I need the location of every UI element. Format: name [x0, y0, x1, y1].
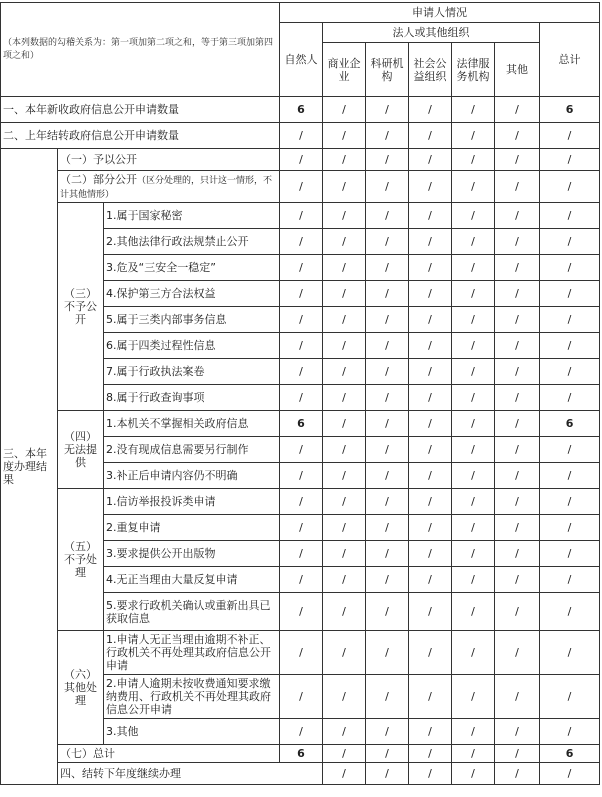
cell-value: /	[280, 333, 323, 359]
cell-value: /	[452, 203, 495, 229]
cell-value: /	[409, 631, 452, 675]
cell-value: /	[452, 515, 495, 541]
row-label: 2.没有现成信息需要另行制作	[104, 437, 280, 463]
cell-value: /	[366, 567, 409, 593]
cell-value: /	[323, 489, 366, 515]
cell-value: /	[540, 281, 600, 307]
cell-value: /	[366, 171, 409, 203]
row-label: 5.属于三类内部事务信息	[104, 307, 280, 333]
cell-value: /	[366, 123, 409, 149]
category-unable-to-provide: （四）无法提供	[58, 411, 104, 489]
cell-value: 6	[540, 97, 600, 123]
cell-value: /	[495, 203, 540, 229]
cell-value: /	[452, 123, 495, 149]
row-label: 5.要求行政机关确认或重新出具已获取信息	[104, 593, 280, 631]
cell-value: /	[495, 229, 540, 255]
row-label: 3.要求提供公开出版物	[104, 541, 280, 567]
cell-value: /	[409, 203, 452, 229]
cell-value: /	[323, 541, 366, 567]
row-label: 6.属于四类过程性信息	[104, 333, 280, 359]
research-header: 科研机构	[366, 43, 409, 97]
cell-value: /	[409, 489, 452, 515]
cell-value: /	[409, 229, 452, 255]
cell-value: /	[495, 593, 540, 631]
cell-value: /	[409, 149, 452, 171]
row-label: 1.本机关不掌握相关政府信息	[104, 411, 280, 437]
cell-value: /	[366, 515, 409, 541]
cell-value: /	[280, 359, 323, 385]
cell-value: /	[366, 281, 409, 307]
cell-value: /	[540, 229, 600, 255]
cell-value: /	[366, 203, 409, 229]
cell-value: /	[366, 307, 409, 333]
cell-value: /	[540, 203, 600, 229]
cell-value: /	[452, 385, 495, 411]
cell-value: /	[366, 489, 409, 515]
cell-value: /	[409, 171, 452, 203]
cell-value: /	[366, 385, 409, 411]
cell-value: /	[323, 745, 366, 763]
cell-value: /	[280, 631, 323, 675]
row-label-main: （二）部分公开	[60, 172, 137, 186]
gov-info-disclosure-table	[0, 2, 600, 785]
cell-value: /	[452, 229, 495, 255]
cell-value: /	[495, 411, 540, 437]
cell-value: /	[409, 411, 452, 437]
cell-value: /	[409, 123, 452, 149]
row-label: 1.信访举报投诉类申请	[104, 489, 280, 515]
cell-value: /	[280, 229, 323, 255]
cell-value: /	[323, 411, 366, 437]
cell-value: /	[323, 229, 366, 255]
cell-value: /	[323, 359, 366, 385]
cell-value: /	[323, 203, 366, 229]
cell-value: /	[280, 489, 323, 515]
cell-value: /	[495, 745, 540, 763]
cell-value: /	[540, 631, 600, 675]
cell-value: /	[452, 307, 495, 333]
cell-value: /	[409, 463, 452, 489]
commercial-header: 商业企业	[323, 43, 366, 97]
cell-value: /	[452, 437, 495, 463]
cell-value: /	[452, 255, 495, 281]
row-label: 2.申请人逾期未按收费通知要求缴纳费用、行政机关不再处理其政府信息公开申请	[104, 675, 280, 719]
cell-value: /	[409, 675, 452, 719]
cell-value: /	[409, 593, 452, 631]
row-label: 二、上年结转政府信息公开申请数量	[1, 123, 280, 149]
cell-value: 6	[280, 411, 323, 437]
cell-value: /	[366, 631, 409, 675]
cell-value: /	[495, 631, 540, 675]
row-label: 4.无正当理由大量反复申请	[104, 567, 280, 593]
cell-value: /	[323, 385, 366, 411]
row-label: 四、结转下年度继续办理	[58, 763, 323, 785]
row-label: 1.属于国家秘密	[104, 203, 280, 229]
cell-value: /	[323, 123, 366, 149]
table-row	[1, 631, 600, 675]
cell-value: /	[323, 149, 366, 171]
cell-value: /	[495, 675, 540, 719]
row-label: 8.属于行政查询事项	[104, 385, 280, 411]
cell-value: /	[540, 541, 600, 567]
cell-value: /	[409, 307, 452, 333]
cell-value: /	[452, 745, 495, 763]
cell-value: /	[323, 255, 366, 281]
row-label-note: （区分处理的，只计这一情形，不计其他情形）	[60, 175, 273, 200]
cell-value: /	[323, 631, 366, 675]
cell-value: /	[366, 411, 409, 437]
cell-value: /	[323, 437, 366, 463]
cell-value: /	[409, 567, 452, 593]
other-org-header: 其他	[495, 43, 540, 97]
row-label: 1.申请人无正当理由逾期不补正、行政机关不再处理其政府信息公开申请	[104, 631, 280, 675]
applicant-header: 申请人情况	[280, 3, 600, 23]
category-other-handling: （六）其他处理	[58, 631, 104, 745]
cell-value: /	[452, 593, 495, 631]
cell-value: 6	[540, 745, 600, 763]
cell-value: /	[280, 719, 323, 745]
row-label	[58, 171, 280, 203]
category-not-processed: （五）不予处理	[58, 489, 104, 631]
cell-value: /	[540, 307, 600, 333]
table-row	[1, 149, 600, 171]
cell-value: 6	[540, 411, 600, 437]
cell-value: /	[540, 333, 600, 359]
cell-value: /	[409, 719, 452, 745]
table-row	[1, 123, 600, 149]
cell-value: /	[280, 255, 323, 281]
cell-value: /	[409, 281, 452, 307]
cell-value: /	[280, 281, 323, 307]
cell-value: /	[452, 463, 495, 489]
cell-value: /	[540, 567, 600, 593]
cell-value: /	[409, 97, 452, 123]
table-row	[1, 763, 600, 785]
table-row	[1, 489, 600, 515]
cell-value: /	[280, 149, 323, 171]
cell-value: /	[280, 123, 323, 149]
table-row	[1, 171, 600, 203]
cell-value: /	[540, 593, 600, 631]
cell-value: /	[452, 149, 495, 171]
cell-value: /	[323, 333, 366, 359]
row-label: （一）予以公开	[58, 149, 280, 171]
cell-value: /	[366, 675, 409, 719]
cell-value: /	[540, 515, 600, 541]
cell-value: /	[540, 719, 600, 745]
cell-value: /	[409, 333, 452, 359]
cell-value: /	[452, 411, 495, 437]
cell-value: /	[409, 385, 452, 411]
legal-entity-header: 法人或其他组织	[323, 23, 540, 43]
cell-value: /	[409, 255, 452, 281]
cell-value: /	[540, 489, 600, 515]
cell-value: /	[280, 203, 323, 229]
cell-value: /	[495, 123, 540, 149]
cell-value: /	[366, 541, 409, 567]
cell-value: /	[540, 171, 600, 203]
cell-value: 6	[280, 97, 323, 123]
cell-value: /	[495, 515, 540, 541]
cell-value: /	[323, 463, 366, 489]
cell-value: /	[323, 307, 366, 333]
cell-value: /	[495, 763, 540, 785]
cell-value: /	[495, 149, 540, 171]
cell-value: /	[280, 515, 323, 541]
cell-value: /	[495, 333, 540, 359]
row-label: 7.属于行政执法案卷	[104, 359, 280, 385]
table-row	[1, 97, 600, 123]
cell-value: /	[452, 541, 495, 567]
cell-value: /	[323, 675, 366, 719]
cell-value: /	[409, 515, 452, 541]
cell-value: /	[280, 437, 323, 463]
cell-value: /	[366, 593, 409, 631]
cell-value: /	[495, 463, 540, 489]
cell-value: /	[540, 255, 600, 281]
cell-value: /	[452, 171, 495, 203]
relation-note: （本列数据的勾稽关系为：第一项加第二项之和，等于第三项加第四项之和）	[1, 3, 280, 97]
cell-value: /	[452, 281, 495, 307]
law-service-header: 法律服务机构	[452, 43, 495, 97]
cell-value: /	[540, 385, 600, 411]
cell-value: /	[323, 281, 366, 307]
cell-value: /	[452, 567, 495, 593]
cell-value: /	[366, 437, 409, 463]
cell-value: /	[452, 719, 495, 745]
cell-value: /	[280, 463, 323, 489]
cell-value: /	[540, 437, 600, 463]
cell-value: /	[409, 359, 452, 385]
cell-value: /	[495, 719, 540, 745]
cell-value: /	[280, 171, 323, 203]
natural-person-header: 自然人	[280, 23, 323, 97]
cell-value: /	[323, 567, 366, 593]
table-row	[1, 745, 600, 763]
cell-value: /	[495, 567, 540, 593]
row-label: 3.其他	[104, 719, 280, 745]
cell-value: /	[280, 307, 323, 333]
cell-value: /	[366, 359, 409, 385]
cell-value: /	[540, 763, 600, 785]
row-label: 2.重复申请	[104, 515, 280, 541]
cell-value: /	[495, 307, 540, 333]
row-label: 4.保护第三方合法权益	[104, 281, 280, 307]
cell-value: /	[409, 437, 452, 463]
cell-value: /	[452, 763, 495, 785]
cell-value: /	[540, 123, 600, 149]
cell-value: /	[366, 149, 409, 171]
cell-value: /	[280, 675, 323, 719]
row-label: （七）总计	[58, 745, 280, 763]
public-org-header: 社会公益组织	[409, 43, 452, 97]
cell-value: /	[452, 97, 495, 123]
cell-value: /	[280, 567, 323, 593]
cell-value: /	[323, 593, 366, 631]
total-header: 总计	[540, 23, 600, 97]
cell-value: /	[280, 385, 323, 411]
cell-value: /	[280, 541, 323, 567]
cell-value: /	[366, 255, 409, 281]
cell-value: /	[540, 463, 600, 489]
cell-value: /	[540, 359, 600, 385]
cell-value: /	[495, 437, 540, 463]
cell-value: /	[323, 515, 366, 541]
cell-value: /	[495, 171, 540, 203]
cell-value: /	[366, 333, 409, 359]
cell-value: /	[495, 541, 540, 567]
cell-value: /	[323, 97, 366, 123]
cell-value: /	[495, 281, 540, 307]
row-label: 3.补正后申请内容仍不明确	[104, 463, 280, 489]
cell-value: /	[452, 359, 495, 385]
cell-value: /	[366, 745, 409, 763]
section3-label: 三、本年度办理结果	[1, 149, 58, 785]
category-not-disclosed: （三）不予公开	[58, 203, 104, 411]
table-row	[1, 203, 600, 229]
cell-value: /	[409, 745, 452, 763]
cell-value: /	[452, 489, 495, 515]
cell-value: /	[495, 385, 540, 411]
cell-value: /	[495, 255, 540, 281]
cell-value: /	[540, 675, 600, 719]
cell-value: /	[323, 763, 366, 785]
cell-value: /	[452, 631, 495, 675]
cell-value: /	[495, 359, 540, 385]
table-row	[1, 411, 600, 437]
cell-value: /	[366, 719, 409, 745]
cell-value: /	[366, 463, 409, 489]
row-label: 3.危及“三安全一稳定”	[104, 255, 280, 281]
cell-value: /	[495, 489, 540, 515]
cell-value: /	[323, 171, 366, 203]
cell-value: /	[452, 333, 495, 359]
cell-value: /	[323, 719, 366, 745]
row-label: 2.其他法律行政法规禁止公开	[104, 229, 280, 255]
row-label: 一、本年新收政府信息公开申请数量	[1, 97, 280, 123]
cell-value: /	[409, 541, 452, 567]
cell-value: /	[409, 763, 452, 785]
cell-value: /	[495, 97, 540, 123]
cell-value: /	[366, 229, 409, 255]
cell-value: /	[280, 593, 323, 631]
cell-value: /	[452, 675, 495, 719]
cell-value: /	[540, 149, 600, 171]
cell-value: /	[366, 97, 409, 123]
cell-value: /	[366, 763, 409, 785]
cell-value: 6	[280, 745, 323, 763]
